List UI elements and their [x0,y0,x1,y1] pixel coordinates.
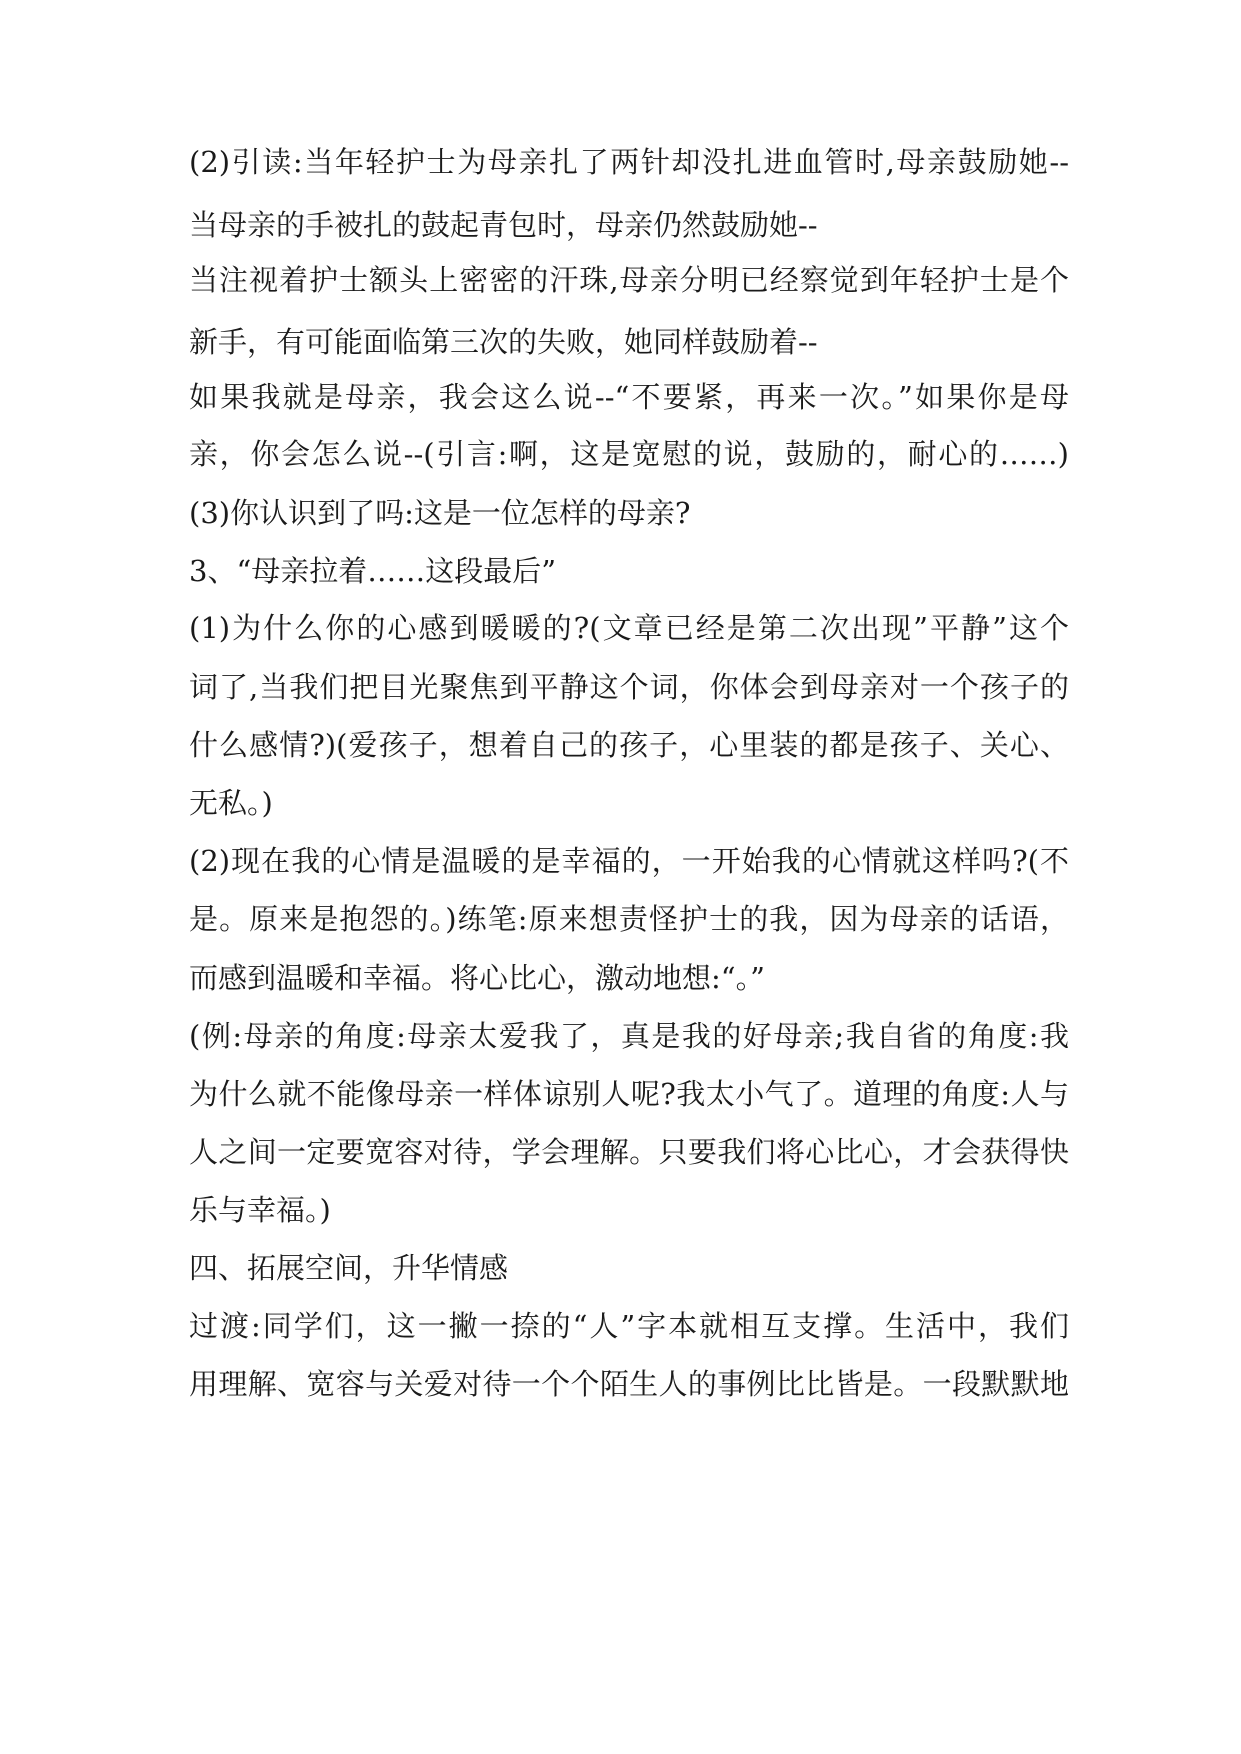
text-line: 亲，你会怎么说--(引言:啊，这是宽慰的说，鼓励的，耐心的……) [189,437,1069,471]
text-line: (例:母亲的角度:母亲太爱我了，真是我的好母亲;我自省的角度:我 [189,1019,1069,1053]
text-line: 过渡:同学们，这一撇一捺的“人”字本就相互支撑。生活中，我们 [189,1309,1069,1343]
text-line: 无私。) [189,786,273,820]
text-line: 人之间一定要宽容对待，学会理解。只要我们将心比心，才会获得快 [189,1135,1069,1169]
text-line: 新手，有可能面临第三次的失败，她同样鼓励着-- [189,325,818,359]
text-line: 词了,当我们把目光聚焦到平静这个词，你体会到母亲对一个孩子的 [189,670,1069,704]
text-line: (1)为什么你的心感到暖暖的?(文章已经是第二次出现”平静”这个 [189,611,1069,645]
text-line: 什么感情?)(爱孩子，想着自己的孩子，心里装的都是孩子、关心、 [189,728,1069,762]
text-line: (3)你认识到了吗:这是一位怎样的母亲? [189,496,691,530]
text-line: 用理解、宽容与关爱对待一个个陌生人的事例比比皆是。一段默默地 [189,1367,1069,1401]
section-heading: 四、拓展空间，升华情感 [189,1251,509,1285]
section-heading: 3、“母亲拉着……这段最后” [189,554,557,588]
text-line: 乐与幸福。) [189,1193,331,1227]
text-line: 如果我就是母亲，我会这么说--“不要紧，再来一次。”如果你是母 [189,380,1069,414]
text-line: 而感到温暖和幸福。将心比心，激动地想:“。” [189,961,765,995]
text-line: (2)现在我的心情是温暖的是幸福的，一开始我的心情就这样吗?(不 [189,844,1069,878]
text-line: 当母亲的手被扎的鼓起青包时，母亲仍然鼓励她-- [189,208,818,242]
text-line: 为什么就不能像母亲一样体谅别人呢?我太小气了。道理的角度:人与 [189,1077,1069,1111]
text-line: (2)引读:当年轻护士为母亲扎了两针却没扎进血管时,母亲鼓励她-- [189,145,1069,179]
text-line: 是。原来是抱怨的。)练笔:原来想责怪护士的我，因为母亲的话语， [189,902,1069,936]
text-line: 当注视着护士额头上密密的汗珠,母亲分明已经察觉到年轻护士是个 [189,263,1069,297]
